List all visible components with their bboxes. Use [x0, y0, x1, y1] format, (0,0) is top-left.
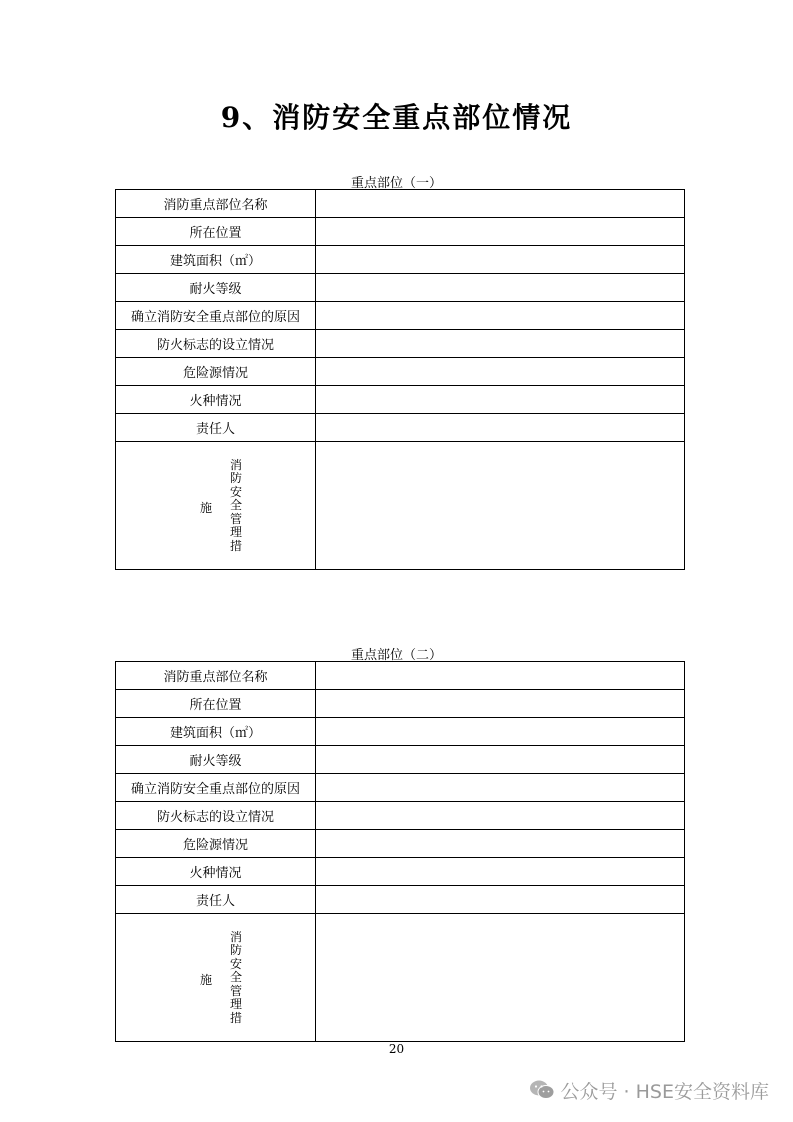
table-row — [116, 858, 685, 886]
table-row — [116, 442, 685, 570]
measures-value-cell[interactable] — [316, 914, 685, 1042]
field-value-cell[interactable] — [316, 330, 685, 358]
table-row — [116, 830, 685, 858]
field-value-cell[interactable] — [316, 774, 685, 802]
table-row — [116, 218, 685, 246]
field-label: 建筑面积（㎡） — [116, 246, 316, 274]
table-row — [116, 386, 685, 414]
field-label: 火种情况 — [116, 858, 316, 886]
field-label: 所在位置 — [116, 218, 316, 246]
measures-label-cell — [116, 442, 316, 570]
field-value-cell[interactable] — [316, 718, 685, 746]
wechat-icon — [529, 1079, 555, 1101]
field-value-cell[interactable] — [316, 274, 685, 302]
field-value-cell[interactable] — [316, 190, 685, 218]
field-value-cell[interactable] — [316, 414, 685, 442]
field-label: 责任人 — [116, 886, 316, 914]
field-label: 火种情况 — [116, 386, 316, 414]
field-label: 防火标志的设立情况 — [116, 330, 316, 358]
table-caption-1: 重点部位（一） — [350, 176, 442, 191]
measures-left-char: 施 — [200, 500, 213, 515]
table-row — [116, 662, 685, 690]
measures-value-cell[interactable] — [316, 442, 685, 570]
table-row — [116, 274, 685, 302]
field-value-cell[interactable] — [316, 662, 685, 690]
table-row — [116, 718, 685, 746]
field-label: 危险源情况 — [116, 358, 316, 386]
field-label: 确立消防安全重点部位的原因 — [116, 302, 316, 330]
table-row — [116, 914, 685, 1042]
field-value-cell[interactable] — [316, 218, 685, 246]
field-label: 危险源情况 — [116, 830, 316, 858]
field-label: 消防重点部位名称 — [116, 190, 316, 218]
field-value-cell[interactable] — [316, 690, 685, 718]
field-label: 建筑面积（㎡） — [116, 718, 316, 746]
key-area-table-1 — [115, 189, 685, 570]
table-row — [116, 190, 685, 218]
field-label: 防火标志的设立情况 — [116, 802, 316, 830]
field-value-cell[interactable] — [316, 246, 685, 274]
field-value-cell[interactable] — [316, 358, 685, 386]
field-label: 确立消防安全重点部位的原因 — [116, 774, 316, 802]
page-title: 9、消防安全重点部位情况 — [220, 101, 573, 134]
table-caption-2: 重点部位（二） — [350, 648, 442, 663]
field-label: 耐火等级 — [116, 274, 316, 302]
field-value-cell[interactable] — [316, 386, 685, 414]
field-value-cell[interactable] — [316, 746, 685, 774]
field-label: 耐火等级 — [116, 746, 316, 774]
table-row — [116, 802, 685, 830]
key-area-table-2 — [115, 661, 685, 1042]
table-row — [116, 886, 685, 914]
table-row — [116, 358, 685, 386]
field-value-cell[interactable] — [316, 830, 685, 858]
measures-vertical-label: 消防安全管理措 — [229, 457, 242, 553]
watermark — [529, 1076, 769, 1104]
field-label: 责任人 — [116, 414, 316, 442]
field-value-cell[interactable] — [316, 886, 685, 914]
field-value-cell[interactable] — [316, 858, 685, 886]
table-row — [116, 774, 685, 802]
table-row — [116, 330, 685, 358]
measures-vertical-label: 消防安全管理措 — [229, 929, 242, 1025]
field-label: 消防重点部位名称 — [116, 662, 316, 690]
field-value-cell[interactable] — [316, 302, 685, 330]
table-row — [116, 246, 685, 274]
table-row — [116, 414, 685, 442]
measures-left-char: 施 — [200, 972, 213, 987]
page-number: 20 — [388, 1042, 405, 1056]
field-label: 所在位置 — [116, 690, 316, 718]
table-row — [116, 302, 685, 330]
table-row — [116, 746, 685, 774]
field-value-cell[interactable] — [316, 802, 685, 830]
measures-label-cell — [116, 914, 316, 1042]
table-row — [116, 690, 685, 718]
watermark-text: 公众号 · HSE安全资料库 — [560, 1080, 769, 1103]
